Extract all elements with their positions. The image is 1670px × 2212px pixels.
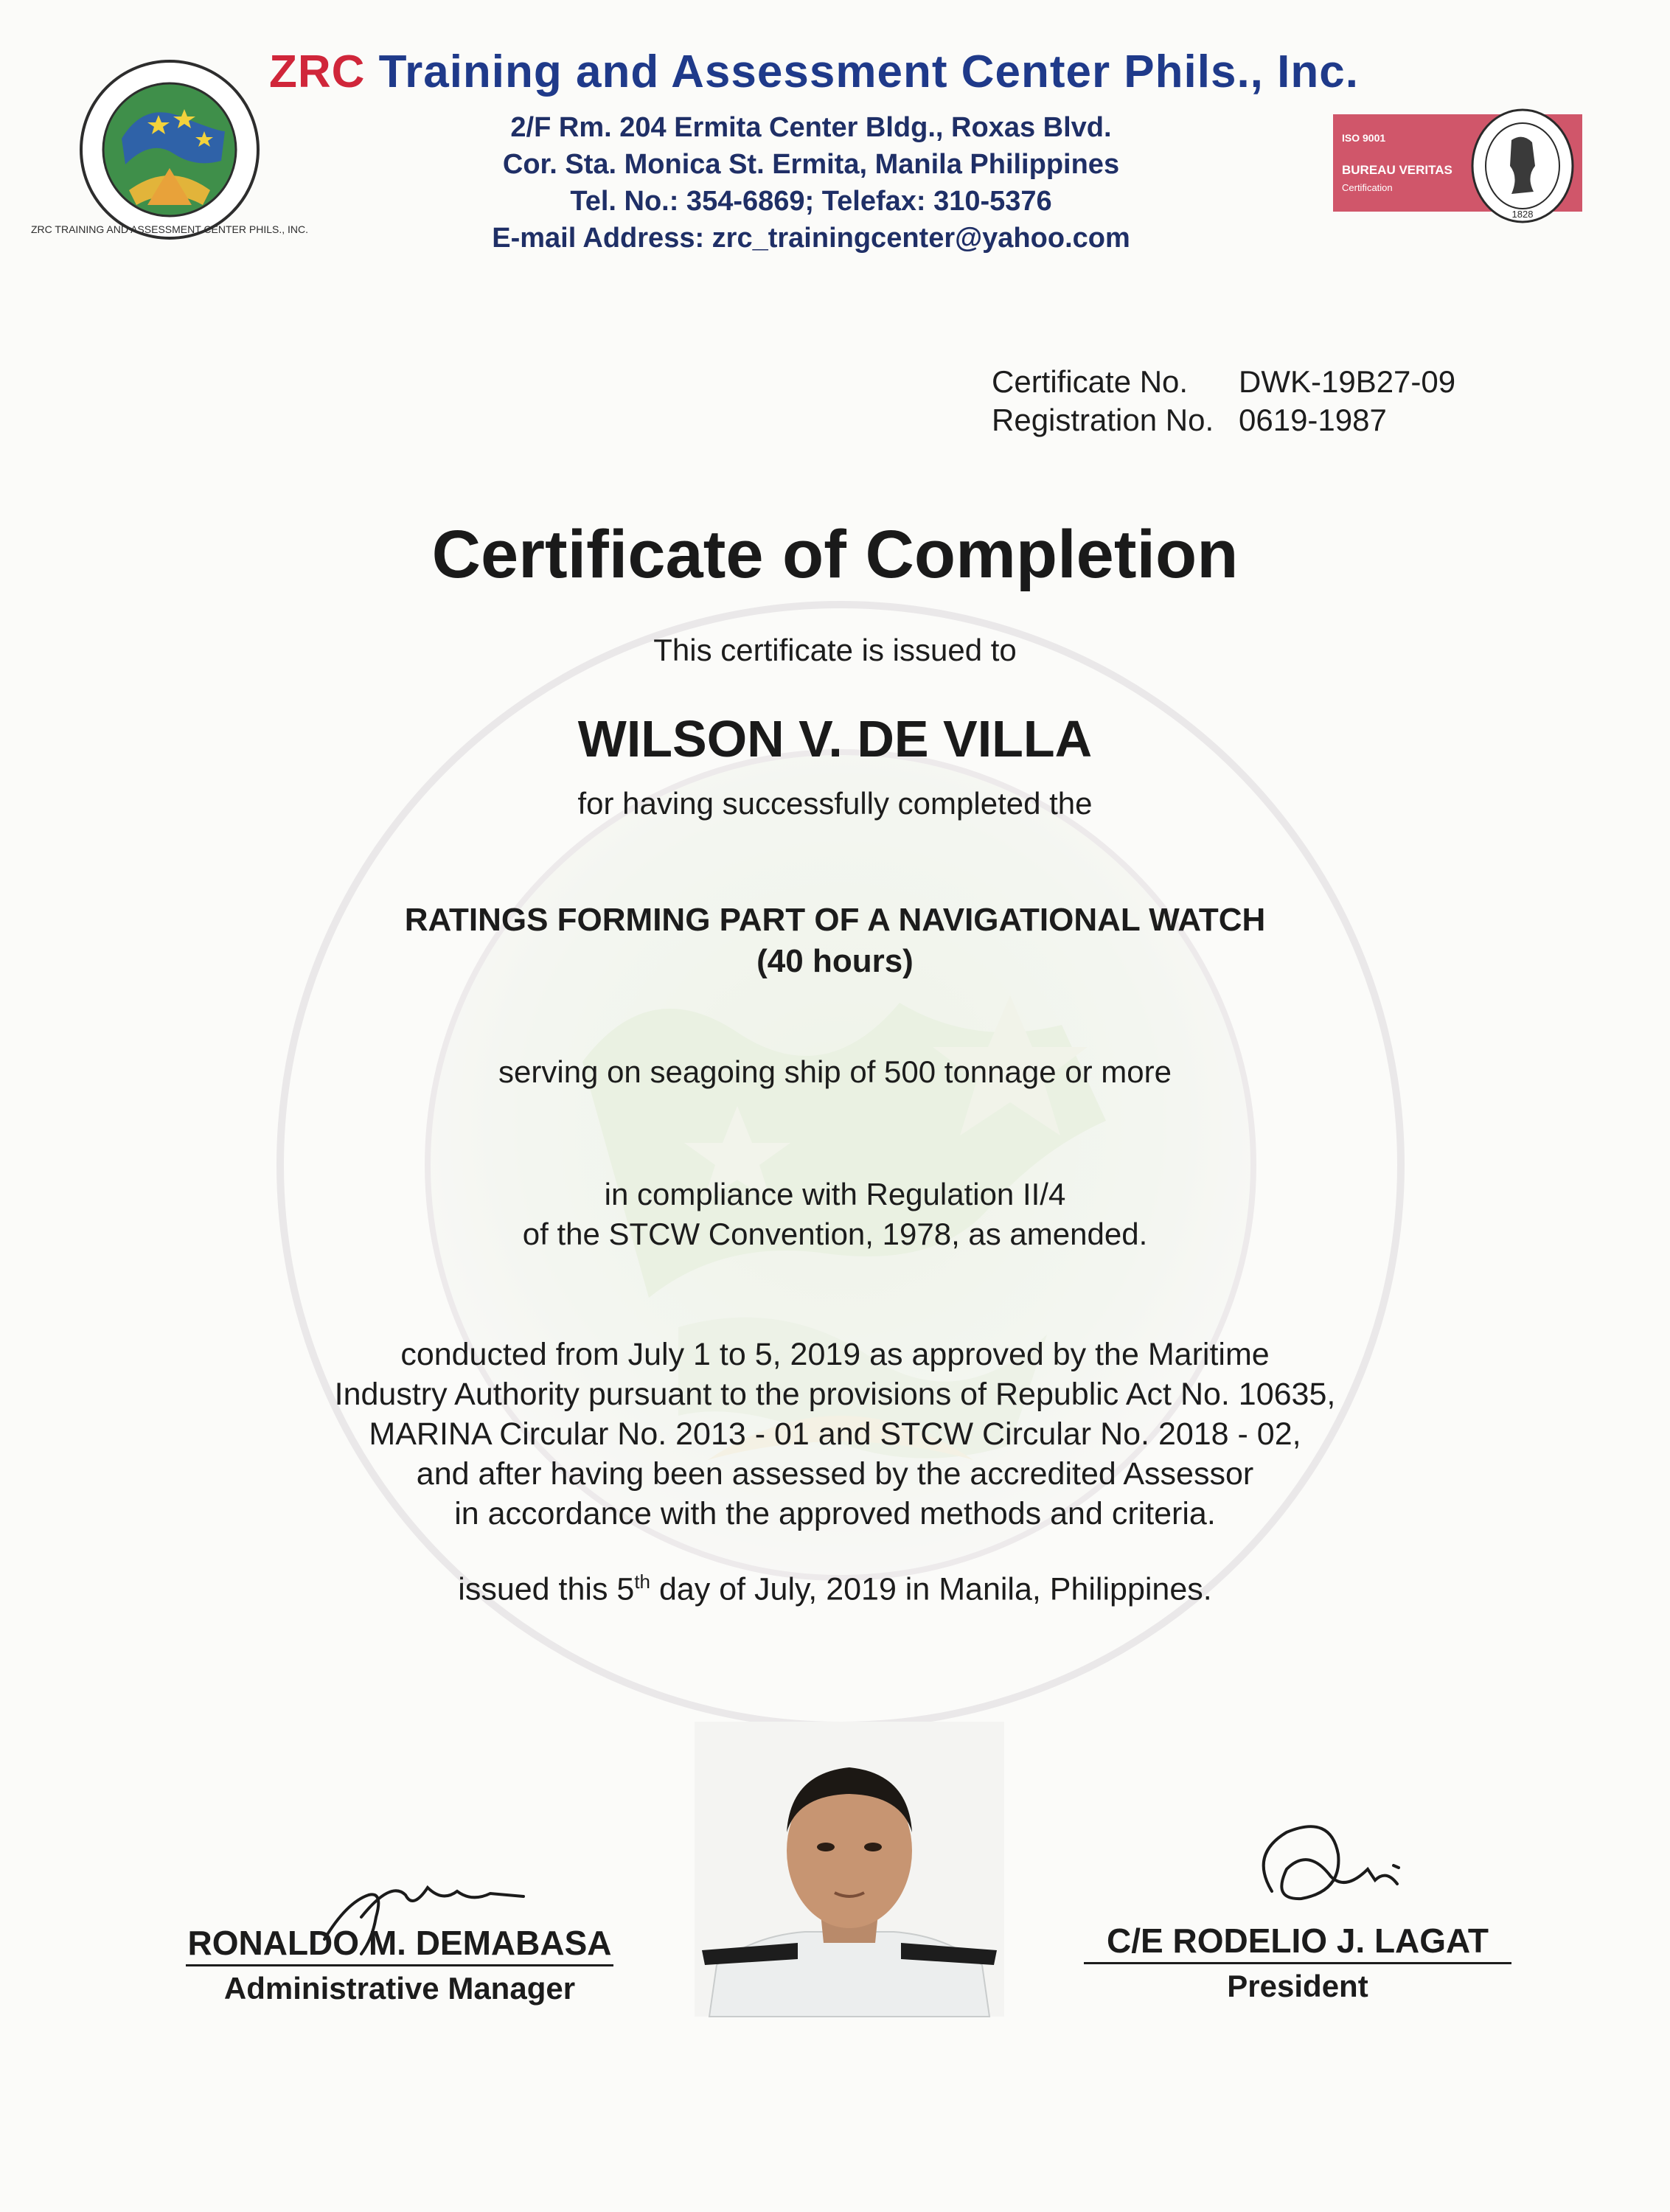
compliance-line: of the STCW Convention, 1978, as amended. bbox=[522, 1217, 1148, 1251]
certificate-numbers bbox=[992, 363, 1455, 439]
paragraph-line: and after having been assessed by the accredited Assessor bbox=[416, 1456, 1254, 1492]
issued-ordinal: th bbox=[634, 1571, 650, 1593]
course-duration: (40 hours) bbox=[756, 943, 914, 979]
signatory-left-position: Administrative Manager bbox=[223, 1971, 576, 2006]
signatory-right-name: C/E RODELIO J. LAGAT bbox=[1107, 1921, 1489, 1960]
signatory-right-position: President bbox=[1227, 1969, 1368, 2003]
paragraph-line: Industry Authority pursuant to the provisions of Republic Act No. 10635, bbox=[334, 1377, 1336, 1412]
iso-label: ISO 9001 bbox=[1342, 132, 1386, 144]
conducted-paragraph bbox=[0, 1335, 1670, 1534]
signatory-right bbox=[1069, 1921, 1526, 2004]
bureau-veritas-label: BUREAU VERITAS bbox=[1342, 163, 1452, 177]
signature-line bbox=[1084, 1962, 1511, 1964]
company-logo bbox=[31, 58, 308, 242]
paragraph-line: MARINA Circular No. 2013 - 01 and STCW Circular No. 2018 - 02, bbox=[369, 1416, 1301, 1452]
certification-label: Certification bbox=[1342, 182, 1393, 193]
registration-number-value: 0619-1987 bbox=[1239, 403, 1387, 437]
certificate-number-row bbox=[992, 363, 1455, 401]
company-name bbox=[269, 46, 1390, 98]
email-line: E-mail Address: zrc_trainingcenter@yahoo.com bbox=[492, 223, 1130, 254]
telephone-line: Tel. No.: 354-6869; Telefax: 310-5376 bbox=[570, 186, 1052, 217]
issued-date-text bbox=[0, 1571, 1670, 1607]
compliance-text bbox=[0, 1175, 1670, 1254]
certificate-number-label: Certificate No. bbox=[992, 364, 1189, 399]
signature-right-icon bbox=[1228, 1810, 1419, 1928]
course-title bbox=[0, 900, 1670, 982]
registration-number-row bbox=[992, 401, 1455, 439]
recipient-name: WILSON V. DE VILLA bbox=[577, 710, 1093, 768]
seal-year: 1828 bbox=[1511, 209, 1534, 220]
bureau-veritas-seal-icon bbox=[1467, 107, 1578, 225]
company-name-rest: Training and Assessment Center Phils., Inc. bbox=[365, 46, 1359, 97]
signatory-left-name: RONALDO M. DEMABASA bbox=[187, 1924, 612, 1962]
completion-text: for having successfully completed the bbox=[577, 786, 1093, 821]
serving-text: serving on seagoing ship of 500 tonnage or more bbox=[498, 1054, 1172, 1089]
company-prefix: ZRC bbox=[269, 46, 366, 97]
course-name: RATINGS FORMING PART OF A NAVIGATIONAL WATCH bbox=[404, 902, 1266, 938]
issued-suffix: day of July, 2019 in Manila, Philippines. bbox=[650, 1571, 1212, 1607]
company-address bbox=[413, 109, 1209, 257]
address-line: 2/F Rm. 204 Ermita Center Bldg., Roxas Blvd. bbox=[510, 112, 1112, 143]
issued-prefix: issued this 5 bbox=[458, 1571, 635, 1607]
recipient-photo bbox=[695, 1722, 1004, 2017]
signatory-left bbox=[171, 1923, 628, 2006]
paragraph-line: in accordance with the approved methods and criteria. bbox=[454, 1496, 1216, 1531]
paragraph-line: conducted from July 1 to 5, 2019 as approved by the Maritime bbox=[400, 1337, 1270, 1372]
iso-badge bbox=[1333, 114, 1457, 212]
signature-line bbox=[186, 1964, 613, 1966]
logo-ring-text: ZRC TRAINING AND ASSESSMENT CENTER PHILS., INC. bbox=[31, 223, 308, 235]
compliance-line: in compliance with Regulation II/4 bbox=[604, 1177, 1066, 1211]
issued-to-text: This certificate is issued to bbox=[653, 633, 1017, 667]
registration-number-label: Registration No. bbox=[992, 403, 1214, 437]
certificate-number-value: DWK-19B27-09 bbox=[1239, 364, 1456, 399]
certificate-title: Certificate of Completion bbox=[431, 517, 1239, 592]
address-line: Cor. Sta. Monica St. Ermita, Manila Philippines bbox=[502, 149, 1120, 180]
